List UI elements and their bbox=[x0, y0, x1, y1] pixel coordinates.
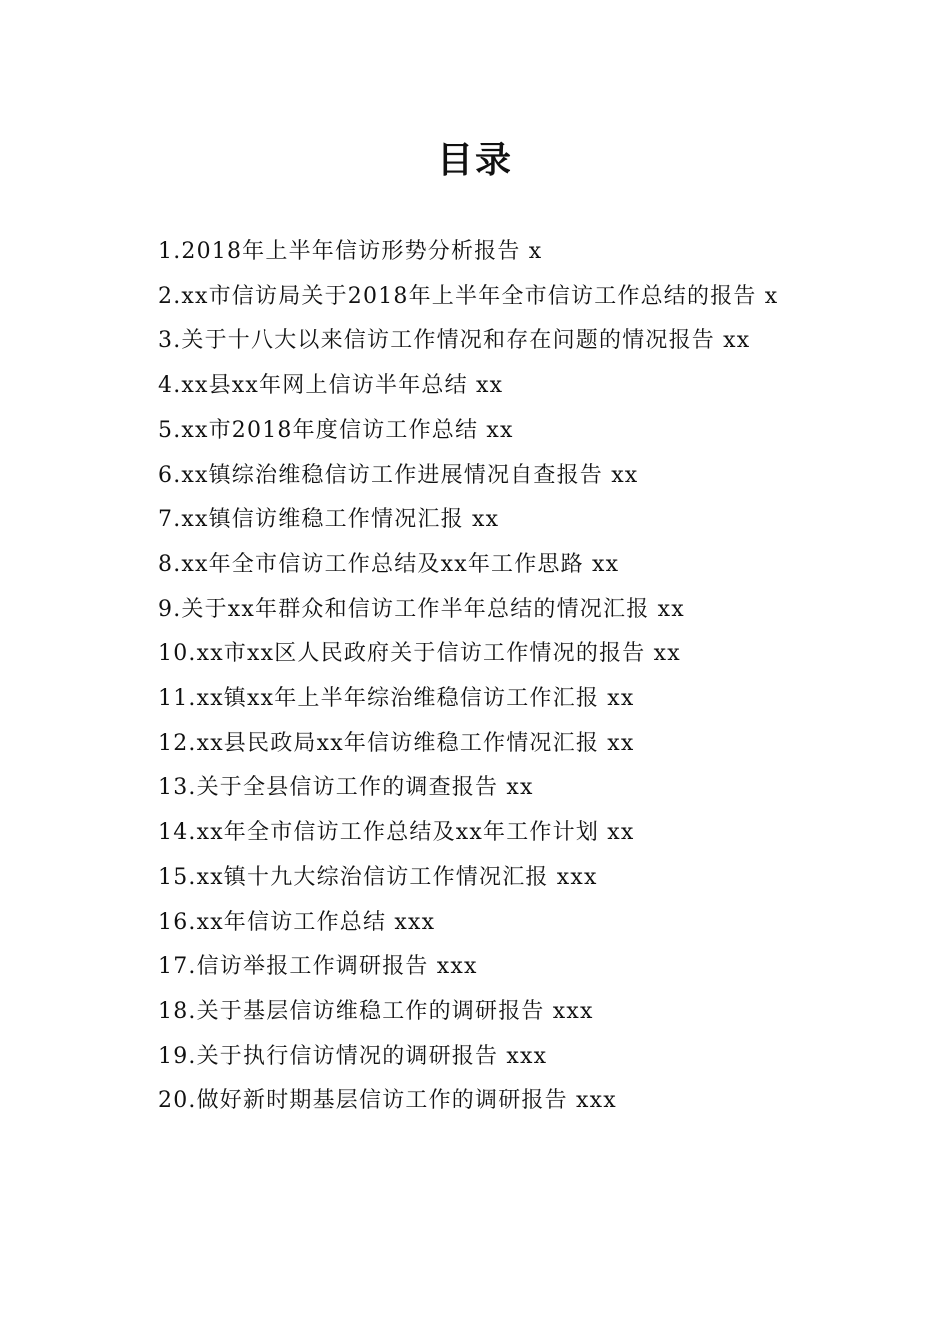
toc-item-2: 2.xx市信访局关于2018年上半年全市信访工作总结的报告 x bbox=[158, 283, 779, 309]
toc-item-20: 20.做好新时期基层信访工作的调研报告 xxx bbox=[158, 1088, 617, 1114]
toc-item-12: 12.xx县民政局xx年信访维稳工作情况汇报 xx bbox=[158, 730, 635, 756]
toc-item-7: 7.xx镇信访维稳工作情况汇报 xx bbox=[158, 507, 500, 533]
toc-item-19: 19.关于执行信访情况的调研报告 xxx bbox=[158, 1043, 548, 1069]
toc-item-11: 11.xx镇xx年上半年综治维稳信访工作汇报 xx bbox=[158, 686, 635, 712]
toc-item-4: 4.xx县xx年网上信访半年总结 xx bbox=[158, 373, 504, 399]
toc-item-6: 6.xx镇综治维稳信访工作进展情况自查报告 xx bbox=[158, 462, 639, 488]
page-title: 目录 bbox=[436, 139, 513, 181]
toc-item-13: 13.关于全县信访工作的调查报告 xx bbox=[158, 775, 534, 801]
table-of-contents bbox=[118, 230, 830, 1124]
toc-item-9: 9.关于xx年群众和信访工作半年总结的情况汇报 xx bbox=[158, 596, 685, 622]
toc-item-18: 18.关于基层信访维稳工作的调研报告 xxx bbox=[158, 998, 594, 1024]
toc-item-1: 1.2018年上半年信访形势分析报告 x bbox=[158, 239, 543, 264]
toc-item-3: 3.关于十八大以来信访工作情况和存在问题的情况报告 xx bbox=[158, 328, 751, 354]
toc-item-16: 16.xx年信访工作总结 xxx bbox=[158, 909, 436, 935]
toc-item-15: 15.xx镇十九大综治信访工作情况汇报 xxx bbox=[158, 864, 598, 890]
toc-item-14: 14.xx年全市信访工作总结及xx年工作计划 xx bbox=[158, 820, 635, 846]
toc-item-10: 10.xx市xx区人民政府关于信访工作情况的报告 xx bbox=[158, 641, 681, 667]
toc-item-17: 17.信访举报工作调研报告 xxx bbox=[158, 954, 478, 980]
toc-item-5: 5.xx市2018年度信访工作总结 xx bbox=[158, 417, 514, 443]
toc-item-8: 8.xx年全市信访工作总结及xx年工作思路 xx bbox=[158, 551, 620, 577]
